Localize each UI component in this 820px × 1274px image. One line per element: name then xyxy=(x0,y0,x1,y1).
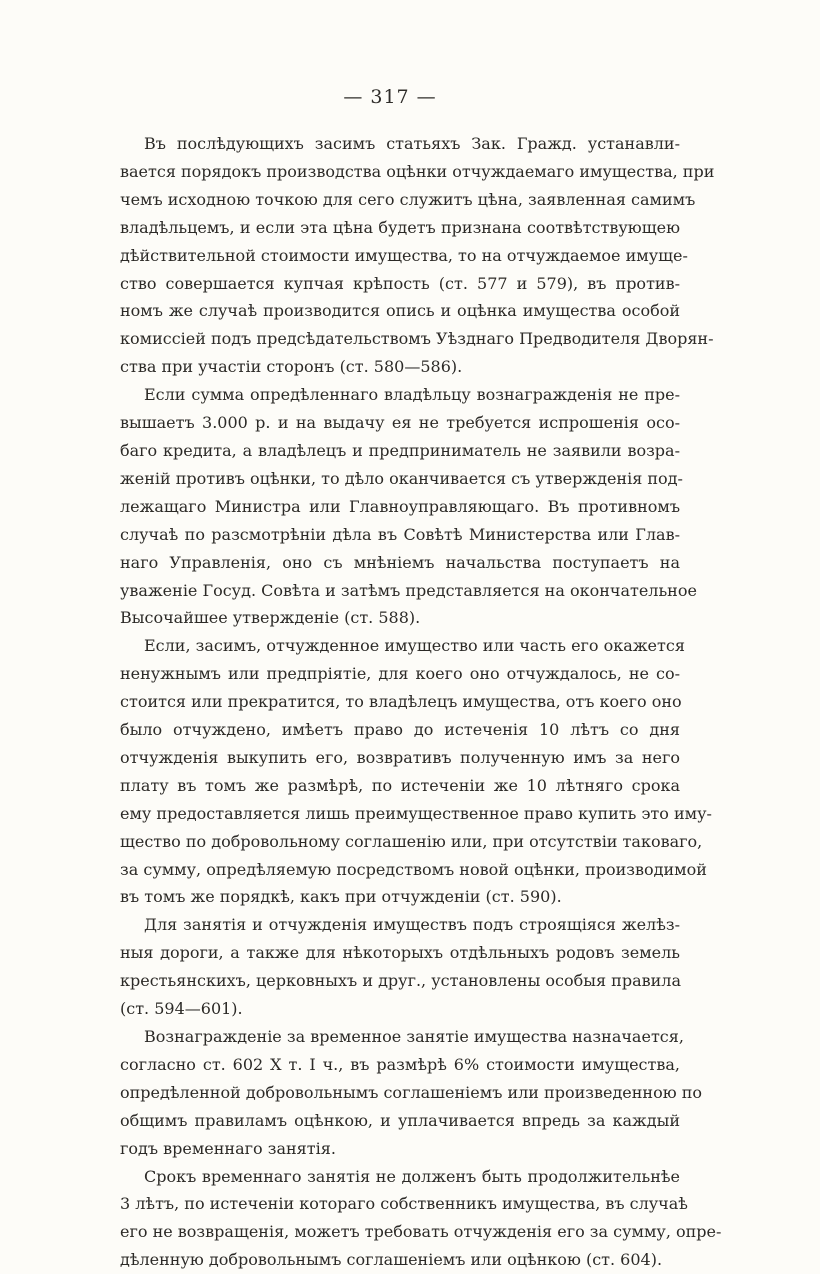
text-line: было отчуждено, имѣетъ право до истеченія 10 лѣтъ со дня xyxy=(120,720,680,740)
text-line: за сумму, опредѣляемую посредствомъ новой оцѣнки, производимой xyxy=(120,859,707,879)
paragraph xyxy=(120,911,680,1023)
text-line: дѣленную добровольнымъ соглашеніемъ или оцѣнкою (ст. 604). xyxy=(120,1250,663,1270)
text-line: стоится или прекратится, то владѣлецъ имущества, отъ коего оно xyxy=(120,692,682,712)
text-line: согласно ст. 602 X т. I ч., въ размѣрѣ 6% стоимости имущества, xyxy=(120,1054,680,1074)
text-line: плату въ томъ же размѣрѣ, по истеченіи же 10 лѣтняго срока xyxy=(120,775,680,795)
text-line: наго Управленія, оно съ мнѣніемъ начальства поступаетъ на xyxy=(120,552,680,572)
text-line: опредѣленной добровольнымъ соглашеніемъ или произведенною по xyxy=(120,1082,703,1102)
text-line: (ст. 594—601). xyxy=(120,999,243,1019)
text-line: лежащаго Министра или Главноуправляющаго. Въ противномъ xyxy=(120,496,680,516)
text-line: ство совершается купчая крѣпость (ст. 577 и 579), въ против- xyxy=(120,273,680,293)
text-line: чемъ исходною точкою для сего служитъ цѣна, заявленная самимъ xyxy=(120,189,696,209)
text-line: Срокъ временнаго занятія не долженъ быть продолжительнѣе xyxy=(144,1166,680,1186)
text-line: общимъ правиламъ оцѣнкою, и уплачивается впредь за каждый xyxy=(120,1110,680,1130)
text-line: крестьянскихъ, церковныхъ и друг., установлены особыя правила xyxy=(120,971,681,991)
text-line: Если сумма опредѣленнаго владѣльцу вознагражденія не пре- xyxy=(144,385,680,405)
paragraph xyxy=(120,130,715,381)
text-line: дѣйствительной стоимости имущества, то на отчуждаемое имуще- xyxy=(120,245,688,265)
text-line: 3 лѣтъ, по истеченіи котораго собственникъ имущества, въ случаѣ xyxy=(120,1194,688,1214)
paragraph xyxy=(120,1023,703,1163)
text-line: его не возвращенія, можетъ требовать отчужденія его за сумму, опре- xyxy=(120,1222,722,1242)
text-line: вается порядокъ производства оцѣнки отчуждаемаго имущества, при xyxy=(120,161,715,181)
paragraph xyxy=(120,632,712,911)
paragraph xyxy=(120,381,697,632)
text-line: ныя дороги, а также для нѣкоторыхъ отдѣльныхъ родовъ земель xyxy=(120,943,680,963)
text-line: ненужнымъ или предпріятіе, для коего оно отчуждалось, не со- xyxy=(120,664,680,684)
text-line: Для занятія и отчужденія имуществъ подъ строящіяся желѣз- xyxy=(144,915,680,935)
text-line: баго кредита, а владѣлецъ и предприниматель не заявили возра- xyxy=(120,440,680,460)
text-line: ства при участіи сторонъ (ст. 580—586). xyxy=(120,357,463,377)
text-line: уваженіе Госуд. Совѣта и затѣмъ представляется на окончательное xyxy=(120,580,697,600)
page-number: — 317 — xyxy=(343,86,437,108)
text-line: Если, засимъ, отчужденное имущество или часть его окажется xyxy=(144,636,685,656)
text-line: женій противъ оцѣнки, то дѣло оканчивается съ утвержденія под- xyxy=(120,468,683,488)
text-line: Въ послѣдующихъ засимъ статьяхъ Зак. Гражд. устанавли- xyxy=(144,134,680,153)
text-line: Вознагражденіе за временное занятіе имущества назначается, xyxy=(144,1027,684,1046)
text-line: годъ временнаго занятія. xyxy=(120,1138,336,1158)
paragraph xyxy=(120,1163,722,1274)
text-line: ему предоставляется лишь преимущественное право купить это иму- xyxy=(120,803,712,823)
text-line: въ томъ же порядкѣ, какъ при отчужденіи (ст. 590). xyxy=(120,887,562,907)
text-line: комиссіей подъ предсѣдательствомъ Уѣзднаго Предводителя Дворян- xyxy=(120,329,714,349)
text-line: отчужденія выкупить его, возвративъ полученную имъ за него xyxy=(120,747,680,767)
text-line: владѣльцемъ, и если эта цѣна будетъ признана соотвѣтствующею xyxy=(120,217,680,237)
text-line: случаѣ по разсмотрѣніи дѣла въ Совѣтѣ Министерства или Глав- xyxy=(120,524,680,544)
text-line: Высочайшее утвержденіе (ст. 588). xyxy=(120,608,421,628)
text-line: номъ же случаѣ производится опись и оцѣнка имущества особой xyxy=(120,301,680,321)
text-line: вышаетъ 3.000 р. и на выдачу ея не требуется испрошенія осо- xyxy=(120,413,680,433)
text-line: щество по добровольному соглашенію или, при отсутствіи таковаго, xyxy=(120,831,703,851)
body-text xyxy=(120,130,722,1274)
